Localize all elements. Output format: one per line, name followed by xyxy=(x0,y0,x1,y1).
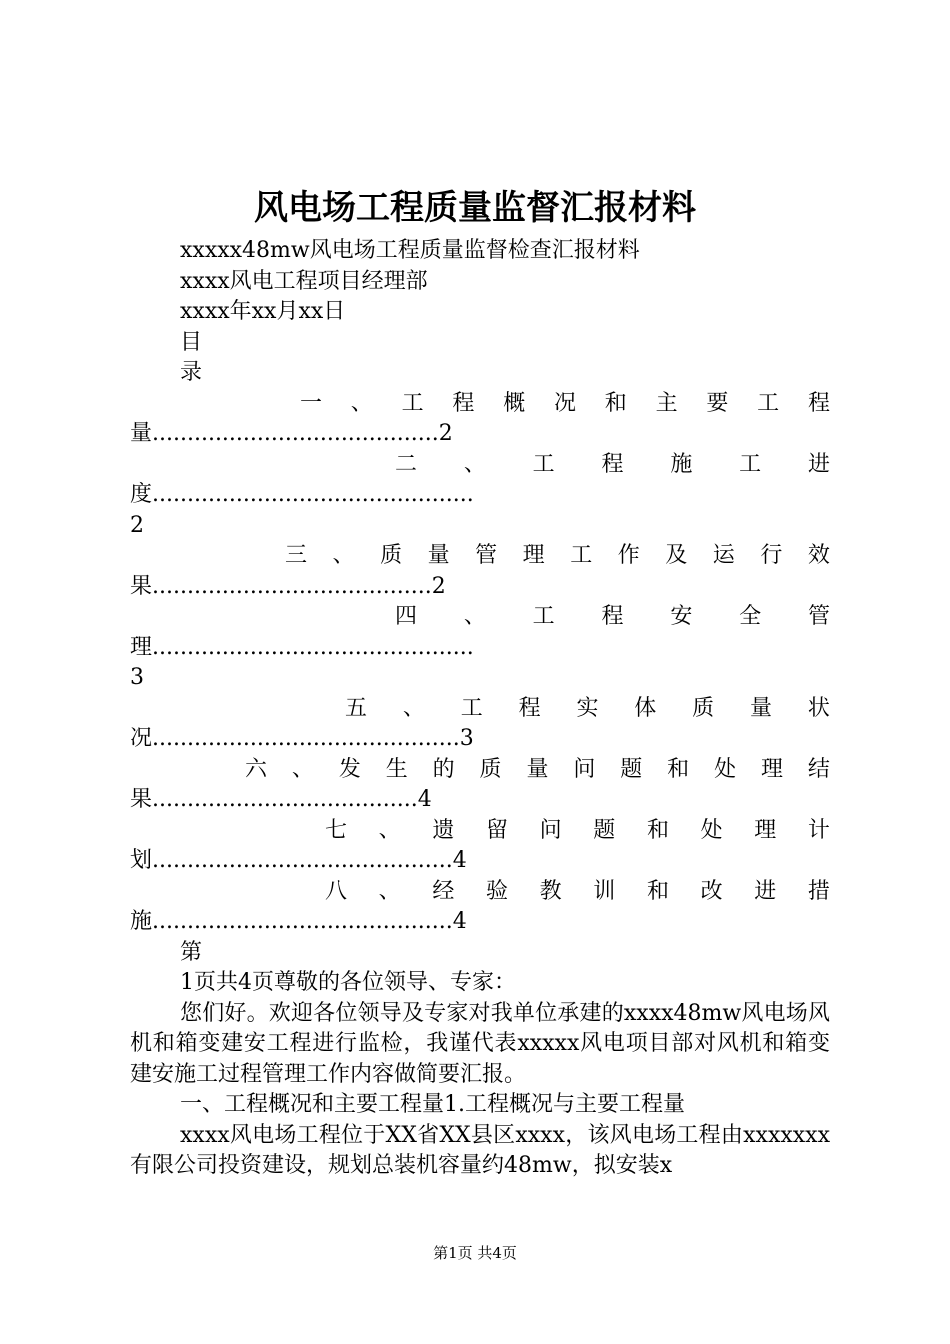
toc-entry-leader-line: 果........................................2 xyxy=(130,573,446,599)
toc-entry-heading: 三 、 质 量 管 理 工 作 及 运 行 效 xyxy=(285,543,830,568)
document-title: 风电场工程质量监督汇报材料 xyxy=(254,188,696,228)
toc-entry[interactable] xyxy=(130,389,830,450)
toc-entry[interactable] xyxy=(130,755,830,816)
toc-entry-leader-line: 理.............................................. xyxy=(130,634,474,660)
toc-label-mu: 目 xyxy=(180,329,203,355)
toc-entry-heading: 八 、 经 验 教 训 和 改 进 措 xyxy=(325,878,830,904)
toc-entry[interactable] xyxy=(130,694,830,755)
toc-entry-heading: 一 、 工 程 概 况 和 主 要 工 程 xyxy=(300,390,830,416)
page-footer: 第1页 共4页 xyxy=(433,1244,517,1262)
greeting-line: 1页共4页尊敬的各位领导、专家： xyxy=(180,970,516,995)
toc-entry-leader-line: 果......................................4 xyxy=(130,787,432,812)
toc-entry-page-number: 3 xyxy=(130,665,144,690)
toc-entry-leader-line: 况............................................3 xyxy=(130,726,474,751)
toc-entry[interactable] xyxy=(130,816,830,877)
toc-entry[interactable] xyxy=(130,877,830,938)
toc-entry[interactable] xyxy=(130,602,830,694)
table-of-contents xyxy=(130,389,830,938)
section-heading-1: 一、工程概况和主要工程量1.工程概况与主要工程量 xyxy=(180,1092,685,1117)
toc-entry[interactable] xyxy=(130,541,830,602)
toc-label-lu: 录 xyxy=(180,360,203,385)
toc-entry-leader-line: 量.........................................2 xyxy=(130,421,453,446)
toc-entry-leader-line: 度.............................................. xyxy=(130,482,474,507)
toc-entry-heading: 五 、 工 程 实 体 质 量 状 xyxy=(345,695,830,721)
toc-entry-heading: 四 、 工 程 安 全 管 xyxy=(395,604,830,629)
department-line: xxxx风电工程项目经理部 xyxy=(180,268,428,294)
subtitle-line: xxxxx48mw风电场工程质量监督检查汇报材料 xyxy=(180,238,640,263)
toc-entry-heading: 七 、 遗 留 问 题 和 处 理 计 xyxy=(325,817,830,843)
toc-entry-leader-line: 施...........................................4 xyxy=(130,909,467,934)
toc-entry-page-number: 2 xyxy=(130,512,144,538)
toc-entry-heading: 二 、 工 程 施 工 进 xyxy=(395,451,830,477)
date-line: xxxx年xx月xx日 xyxy=(180,299,346,324)
page-prefix: 第 xyxy=(180,939,203,965)
overview-paragraph: xxxx风电场工程位于XX省XX县区xxxx，该风电场工程由xxxxxxx有限公司投资建设，规划总装机容量约48mw，拟安装x xyxy=(130,1122,830,1178)
toc-entry-leader-line: 划...........................................4 xyxy=(130,848,467,873)
toc-entry-heading: 六 、 发 生 的 质 量 问 题 和 处 理 结 xyxy=(245,756,830,782)
toc-entry[interactable] xyxy=(130,450,830,542)
document-body xyxy=(130,236,830,1182)
intro-paragraph: 您们好。欢迎各位领导及专家对我单位承建的xxxx48mw风电场风机和箱变建安工程进行监检，我谨代表xxxxx风电项目部对风机和箱变建安施工过程管理工作内容做简要汇报。 xyxy=(130,1000,830,1087)
